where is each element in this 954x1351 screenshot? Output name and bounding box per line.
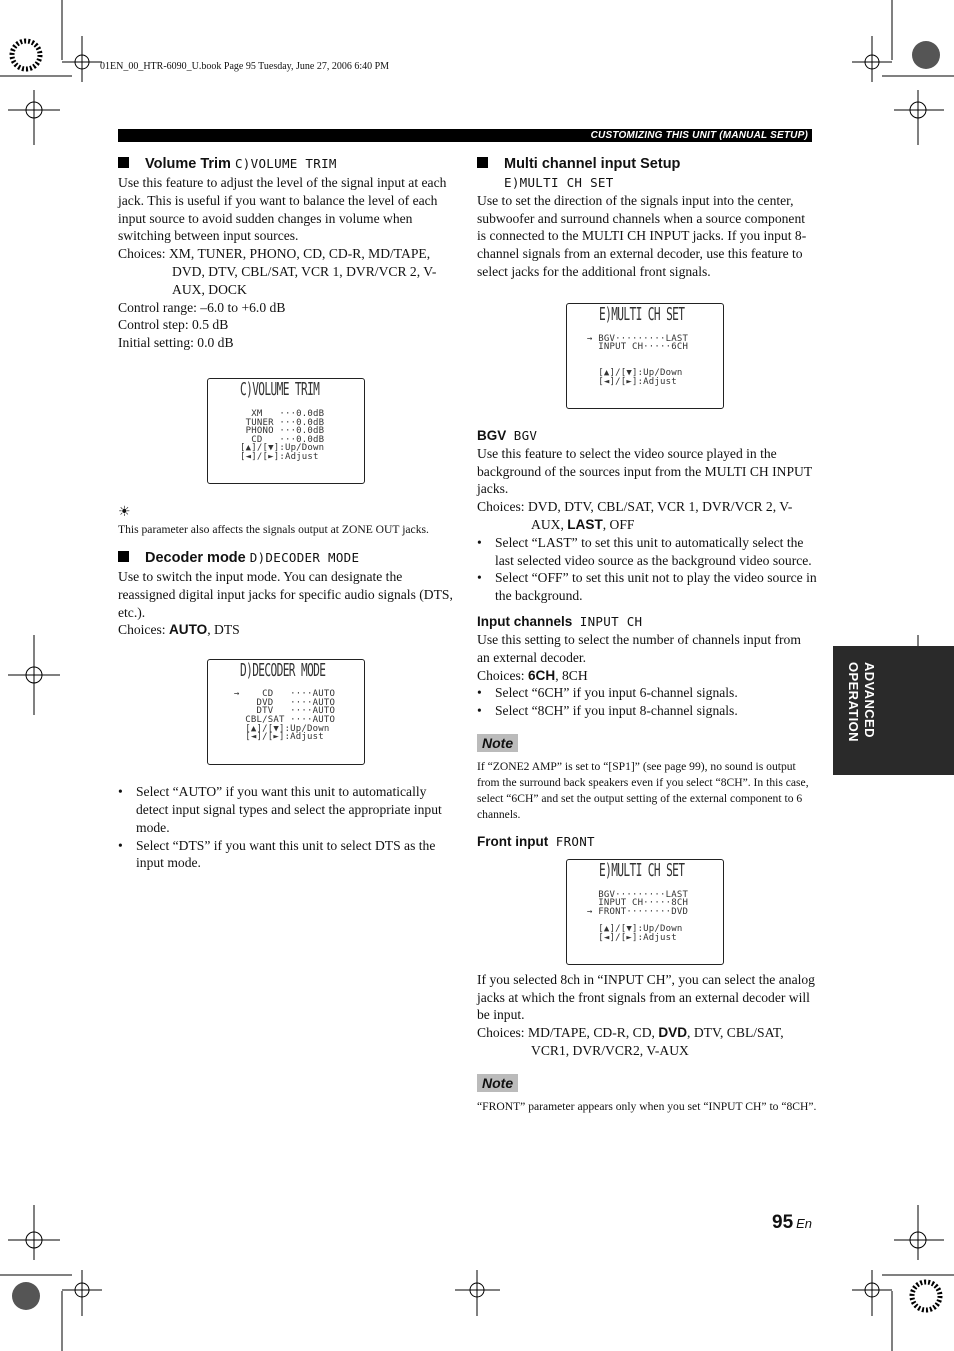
front-input-choices: Choices: MD/TAPE, CD-R, CD, DVD, DTV, CBL/SAT, VCR1, DVR/VCR2, V-AUX: [477, 1025, 784, 1058]
screen-rows: → CD ····AUTO DVD ····AUTO DTV ····AUTO CBL/SAT ····AUTO [▲]/[▼]:Up/Down [◄]/[►]:Adjust: [234, 689, 336, 743]
multi-ch-desc: Use to set the direction of the signals input into the center, subwoofer and surround channels when a source component is connected to the MULTI CH INPUT jacks. If you input 8-channel signals from an external decoder, use this feature to select jacks for the additional front signals.: [477, 192, 807, 279]
decoder-mode-desc: Use to switch the input mode. You can designate the reassigned digital input jacks for specific audio signals (DTS, etc.).: [118, 568, 453, 620]
multi-ch-screen: [566, 303, 724, 409]
input-ch-note: If “ZONE2 AMP” is set to “[SP1]” (see page 99), no sound is output from the surround back speakers even if you select “8CH”. In this case, select “6CH” and set the output setting of the external component to 6 channels.: [477, 759, 809, 821]
section-header-bar: [118, 129, 812, 142]
side-tab: [833, 646, 954, 775]
tip-icon: ☀: [118, 504, 131, 520]
left-column: [118, 154, 458, 872]
decoder-mode-choices: Choices: AUTO, DTS: [118, 622, 240, 638]
input-ch-bullet-6ch: • Select “6CH” if you input 6-channel signals.: [477, 684, 817, 702]
front-input-screen: [566, 859, 724, 965]
volume-trim-desc: Use this feature to adjust the level of the signal input at each jack. This is useful if you want to balance the level of each input source to avoid sudden changes in volume when switching between input sources.: [118, 175, 447, 244]
right-column: [477, 154, 817, 1115]
side-tab-label: ADVANCED OPERATION: [846, 662, 877, 742]
multi-ch-heading: Multi channel input Setup: [477, 154, 817, 174]
book-info-line: 01EN_00_HTR-6090_U.book Page 95 Tuesday, June 27, 2006 6:40 PM: [100, 61, 390, 72]
note-label: Note: [477, 1074, 518, 1092]
screen-title: E)MULTI CH SET: [599, 303, 685, 325]
bgv-heading: BGV BGV: [477, 427, 538, 443]
screen-rows: XM ···0.0dB TUNER ···0.0dB PHONO ···0.0dB CD ···0.0dB [▲]/[▼]:Up/Down [◄]/[►]:Adjust: [240, 408, 325, 462]
bgv-choices: Choices: DVD, DTV, CBL/SAT, VCR 1, DVR/VCR 2, V-AUX, LAST, OFF: [477, 499, 793, 532]
bgv-bullet-last: • Select “LAST” to set this unit to automatically select the last selected video source as the background video source.: [477, 534, 817, 570]
screen-rows: → BGV·········LAST INPUT CH·····6CH [▲]/[▼]:Up/Down [◄]/[►]:Adjust: [587, 333, 689, 387]
front-input-desc: If you selected 8ch in “INPUT CH”, you can select the analog jacks at which the front signals from an external decoder will be input.: [477, 971, 815, 1023]
square-bullet-icon: [118, 157, 129, 168]
front-input-note: “FRONT” parameter appears only when you set “INPUT CH” to “8CH”.: [477, 1099, 817, 1113]
square-bullet-icon: [477, 157, 488, 168]
multi-ch-code: E)MULTI CH SET: [504, 175, 614, 190]
note-label: Note: [477, 734, 518, 752]
input-ch-choices: Choices: 6CH, 8CH: [477, 667, 588, 683]
screen-title: E)MULTI CH SET: [599, 859, 685, 881]
decoder-mode-heading: Decoder mode D)DECODER MODE: [118, 548, 458, 568]
decoder-bullet-dts: • Select “DTS” if you want this unit to select DTS as the input mode.: [118, 837, 458, 873]
input-ch-heading: Input channels INPUT CH: [477, 613, 643, 629]
section-header-text: CUSTOMIZING THIS UNIT (MANUAL SETUP): [590, 130, 808, 141]
bgv-desc: Use this feature to select the video source played in the background of the sources input from the MULTI CH INPUT jacks.: [477, 445, 812, 497]
bgv-bullet-off: • Select “OFF” to set this unit not to play the video source in the background.: [477, 569, 817, 605]
volume-trim-step: Control step: 0.5 dB: [118, 317, 229, 333]
input-ch-bullet-8ch: • Select “8CH” if you input 8-channel signals.: [477, 702, 817, 720]
input-ch-desc: Use this setting to select the number of channels input from an external decoder.: [477, 631, 801, 665]
volume-trim-choices: Choices: XM, TUNER, PHONO, CD, CD-R, MD/TAPE, DVD, DTV, CBL/SAT, VCR 1, DVR/VCR 2, V-AUX, DOCK: [118, 246, 437, 297]
screen-rows: BGV·········LAST INPUT CH·····8CH → FRONT········DVD [▲]/[▼]:Up/Down [◄]/[►]:Adjust: [587, 889, 689, 943]
decoder-mode-screen: [207, 659, 365, 765]
volume-trim-screen: [207, 378, 365, 484]
volume-trim-heading: Volume Trim C)VOLUME TRIM: [118, 154, 458, 174]
volume-trim-initial: Initial setting: 0.0 dB: [118, 335, 234, 351]
screen-title: C)VOLUME TRIM: [240, 378, 320, 400]
volume-trim-tip: This parameter also affects the signals output at ZONE OUT jacks.: [118, 522, 429, 536]
decoder-bullet-auto: • Select “AUTO” if you want this unit to automatically detect input signal types and select the appropriate input mode.: [118, 783, 458, 836]
front-input-heading: Front input FRONT: [477, 833, 595, 849]
volume-trim-range: Control range: –6.0 to +6.0 dB: [118, 299, 286, 315]
screen-title: D)DECODER MODE: [240, 660, 326, 682]
square-bullet-icon: [118, 551, 129, 562]
page-number: 95 En: [772, 1212, 813, 1233]
